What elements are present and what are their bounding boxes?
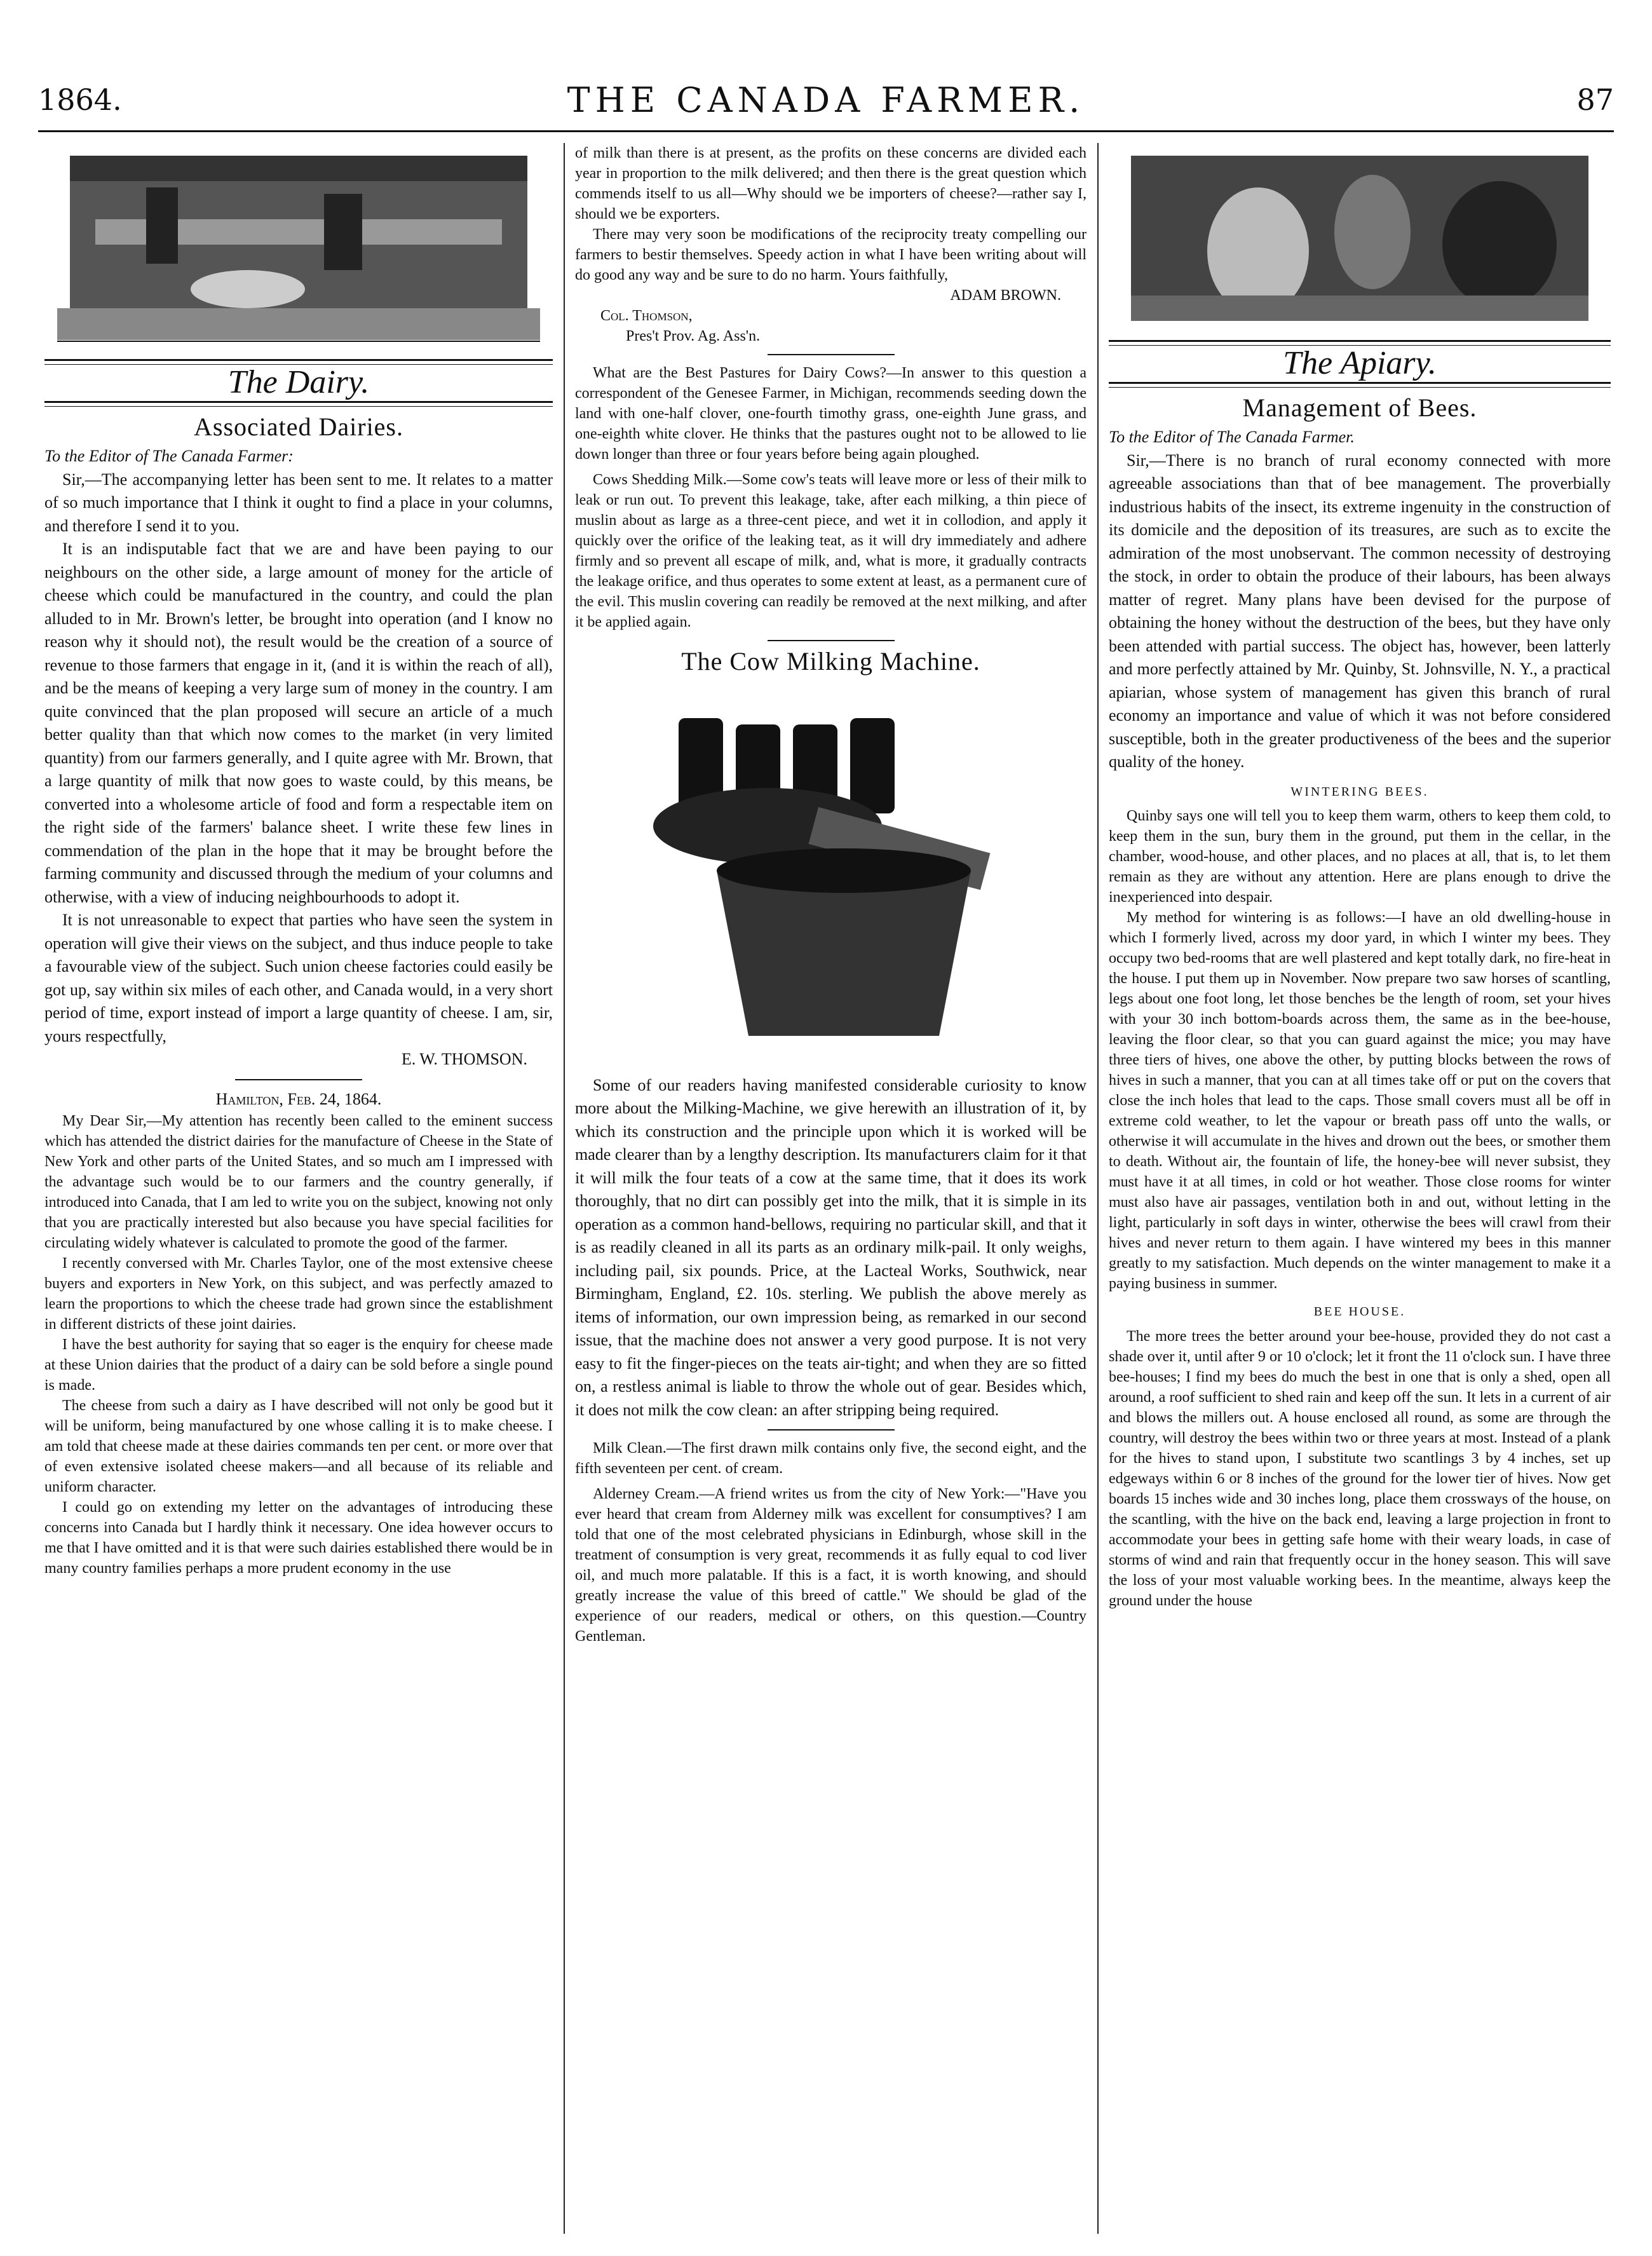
- column-middle: [575, 143, 1087, 2234]
- masthead-rule: [38, 130, 1614, 132]
- section-rule: [44, 401, 553, 407]
- paragraph: Cows Shedding Milk.—Some cow's teats will leave more or less of their milk to leak or run out. To prevent this leakage, take, after each milking, a thin piece of muslin about as large as a three-cent piece, and wet it in collodion, and apply it quickly over the orifice of the leaking teat, as it will dry immediately and adhere firmly and so prevent all escape of milk, and, what is more, it gradually contracts the leakage orifice, and thus operates to some extent at least, as a permanent cure of the evil. This muslin covering can readily be removed at the next milking, and after it be applied again.: [575, 472, 1087, 630]
- paragraph: It is an indisputable fact that we are and have been paying to our neighbours on the other side, a large amount of money for the article of cheese which could be manufactured in the country, and could the plan alluded to in Mr. Brown's letter, be brought into operation (and I know no reason why it should not), the result would be the creation of a source of revenue to those farmers that engage in it, (and it is within the reach of all), and be the means of keeping a very large sum of money in the country. I am quite convinced that the plan proposed will secure an article of a much better quality than that which now comes to the market (in very limited quantity) from our farmers generally, and I quite agree with Mr. Brown, that a large quantity of milk that now goes to waste could, by this means, be converted into a wholesome article of food and form a respectable item on the right side of the farmers' balance sheet. I write these few lines in commendation of the plan in the hope that it may be brought before the farming community and discussed through the medium of your columns and otherwise, with a view of inducing neighbourhoods to adopt it.: [44, 540, 553, 906]
- paragraph: Sir,—The accompanying letter has been sent to me. It relates to a matter of so much importance that I think it ought to find a place in your columns, and therefore I send it to you.: [44, 470, 553, 535]
- paragraph: Alderney Cream.—A friend writes us from the city of New York:—"Have you ever heard that cream from Alderney milk was excellent for consumptives? I am told that one of the most celebrated physicians in Edinburgh, whose skill in the treatment of consumption is very great, recommends it as fully equal to cod liver oil, and much more palatable. If this is a fact, it is worth knowing, and should greatly increase the value of this breed of cattle." We should be glad of the experience of our readers, medical or others, on this question.—Country Gentleman.: [575, 1486, 1087, 1645]
- section-title-apiary: The Apiary.: [1283, 345, 1437, 381]
- masthead: [38, 76, 1614, 127]
- paragraph: of milk than there is at present, as the profits on these concerns are divided each year in proportion to the milk delivered; and then there is the great question which commends itself to us all—Why should we be importers of cheese?—rather say I, should we be exporters.: [575, 145, 1087, 222]
- subheading: BEE HOUSE.: [1313, 1305, 1406, 1319]
- addressee: Col. Thomson,: [600, 308, 693, 324]
- paragraph: The more trees the better around your bee-house, provided they do not cast a shade over it, until after 9 or 10 o'clock; let it front the 11 o'clock sun. I have three bee-houses; I find my bees do much the best in one that is only a shed, open all around, a roof sufficient to shed rain and keep off the sun. It lets in a current of air and blows the millers out. A house enclosed all round, as some are through the country, will destroy the bees within two or three years at most. Instead of a plank for the hives to stand upon, I substitute two scantlings 3 by 4 inches, set up edgeways within 6 or 8 inches of the ground for the lower tier of hives. Now get boards 15 inches wide and 30 inches long, place them crossways of the house, on the scantling, with the hive on the back end, leaving a large projection in front to accommodate your bees in getting safe home with their weary loads, in case of storms of wind and rain that frequently occur in the honey season. This will save the loss of your most valuable working bees. In the meantime, always keep the ground under the house: [1109, 1328, 1611, 1609]
- paragraph: I recently conversed with Mr. Charles Taylor, one of the most extensive cheese buyers and exporters in New York, on this subject, and was perfectly amazed to learn the proportions to which the cheese trade had grown since the establishment in different districts of these joint dairies.: [44, 1255, 553, 1333]
- divider: [768, 354, 895, 355]
- addressee-title: Pres't Prov. Ag. Ass'n.: [626, 328, 761, 344]
- paragraph: The cheese from such a dairy as I have described will not only be good but it will be uniform, being manufactured by one whose calling it is to make cheese. I am told that cheese made at these dairies commands ten per cent. or more over that of even extensive isolated cheese makers—and all because of its reliable and uniform character.: [44, 1397, 553, 1495]
- article-heading: Management of Bees.: [1242, 393, 1477, 422]
- paragraph: Sir,—There is no branch of rural economy connected with more agreeable associations than that of bee management. The proverbially industrious habits of the insect, its extreme ingenuity in the construction of its domicile and the deposition of its treasures, are such as to excite the admiration of the most unobservant. The common necessity of destroying the stock, in order to obtain the produce of their labours, has been always matter of regret. Many plans have been devised for the purpose of obtaining the honey without the destruction of the bees, but they have only been attended with partial success. The object has, however, been latterly and more perfectly attained by Mr. Quinby, St. Johnsville, N. Y., a practical apiarian, whose system of management has given this branch of rural economy an importance and value of which it was not before considered susceptible, both in the greater productiveness of the bees and the superior quality of the honey.: [1109, 451, 1611, 771]
- letter-address: To the Editor of The Canada Farmer:: [44, 447, 294, 465]
- newspaper-title: THE CANADA FARMER.: [567, 80, 1085, 120]
- dairy-illustration: [57, 143, 540, 353]
- column-apiary: [1109, 143, 1611, 2234]
- article-heading: The Cow Milking Machine.: [681, 647, 980, 676]
- milking-machine-illustration: [640, 680, 1022, 1061]
- paragraph: It is not unreasonable to expect that parties who have seen the system in operation will give their views on the subject, and thus induce people to take a favourable view of the subject. Such union cheese factories could easily be got up, say within six miles of each other, and Canada would, in a very short period of time, export instead of import a large quantity of cheese. I am, sir, yours respectfully,: [44, 911, 553, 1045]
- article-heading: Associated Dairies.: [193, 412, 403, 441]
- column-rule-2: [1097, 143, 1099, 2234]
- paragraph: Quinby says one will tell you to keep them warm, others to keep them cold, to keep them in the sun, bury them in the ground, put them in the cellar, in the chamber, wood-house, and other places, and no places at all, that is, to let them remain as they are without any attention. Here are plans enough to drive the inexperienced into despair.: [1109, 808, 1611, 906]
- paragraph: Milk Clean.—The first drawn milk contains only five, the second eight, and the fifth seventeen per cent. of cream.: [575, 1440, 1087, 1477]
- paragraph: I could go on extending my letter on the advantages of introducing these concerns into Canada but I hardly think it necessary. One idea however occurs to me that I have omitted and it is that were such dairies established there would be in many country families perhaps a more prudent economy in the use: [44, 1499, 553, 1577]
- letter-address: To the Editor of The Canada Farmer.: [1109, 428, 1355, 446]
- paragraph: There may very soon be modifications of the reciprocity treaty compelling our farmers to bestir themselves. Speedy action in what I have been writing about will do good any way and be sure to do no harm. Yours faithfully,: [575, 226, 1087, 283]
- column-dairy: [44, 143, 553, 2234]
- paragraph: I have the best authority for saying that so eager is the enquiry for cheese made at these Union dairies that the product of a dairy can be sold before a single pound is made.: [44, 1336, 553, 1394]
- issue-year: 1864.: [38, 83, 122, 117]
- paragraph: Some of our readers having manifested considerable curiosity to know more about the Milking-Machine, we give herewith an illustration of it, by which its construction and the principle upon which it is worked will be made clearer than by a lengthy description. Its manufacturers claim for it that it will milk the four teats of a cow at the same time, that it does its work thoroughly, that no dirt can possibly get into the milk, that it is simple in its operation as a common hand-bellows, requiring no particular skill, and that it is as readily cleaned in all its parts as an ordinary milk-pail. It only weighs, including pail, six pounds. Price, at the Lacteal Works, Southwick, near Birmingham, England, £2. 10s. sterling. We publish the above merely as items of information, our own impression being, as remarked in our second issue, that the machine does not answer a very good purpose. It is not very easy to fit the finger-pieces on the teats air-tight; and when they are so fitted on, a restless animal is liable to throw the whole out of gear. Besides which, it does not milk the cow clean: an after stripping being required.: [575, 1075, 1087, 1419]
- paragraph: What are the Best Pastures for Dairy Cows?—In answer to this question a correspondent of the Genesee Farmer, in Michigan, recommends seeding down the land with one-half clover, one-fourth timothy grass, one-eighth June grass, and one-eighth white clover. He thinks that the pastures ought not to be allowed to lie down longer than three or four years before being again ploughed.: [575, 365, 1087, 463]
- signature: E. W. THOMSON.: [401, 1050, 527, 1068]
- paragraph: My method for wintering is as follows:—I have an old dwelling-house in which I formerly lived, across my door yard, in which I winter my bees. They occupy two bed-rooms that are well plastered and kept totally dark, no fire-heat in the house. I put them up in November. Now prepare two saw horses of scantling, legs about one foot long, let those benches be the length of room, set your hives with your 30 inch bottom-boards across them, the same as in the bee-house, leaving the floor clear, so that you can guard against the mice; you may have three tiers of hives, one above the other, by putting blocks between the rows of hives in such a manner, that you can at all times take off or put on the covers that close the inch holes that lead to the caps. Those small covers must all be off in extreme cold weather, to let the vapour or breath pass off unto the walls, or otherwise it will accumulate in the hives and drown out the bees, or smother them to death. Without air, the fountain of life, the honey-bee will never subsist, they must have it at all times, in cold or hot weather. Those close rooms for winter must also have air passages, ventilation both in and out, without letting in the light, particularly in soft days in winter, otherwise the bees will crawl from their hives and never return to them again. I have wintered my bees in this manner greatly to my satisfaction. Much depends on the winter management to make it a paying business in summer.: [1109, 909, 1611, 1292]
- divider: [235, 1079, 362, 1080]
- divider: [768, 640, 895, 641]
- column-rule-1: [564, 143, 565, 2234]
- section-title-dairy: The Dairy.: [227, 364, 370, 400]
- apiary-illustration: [1118, 143, 1601, 334]
- paragraph: My Dear Sir,—My attention has recently been called to the eminent success which has attended the district dairies for the manufacture of Cheese in the State of New York and other parts of the United States, and so much am I impressed with the advantage such would be to our farmers and the country generally, if introduced into Canada, that I am led to write you on the subject, knowing not only that you are practically interested but also because you have special facilities for circulating widely whatever is calculated to promote the good of the farmer.: [44, 1113, 553, 1251]
- section-rule: [1109, 382, 1611, 388]
- divider: [768, 1429, 895, 1430]
- subheading: WINTERING BEES.: [1290, 784, 1429, 799]
- dateline: Hamilton, Feb. 24, 1864.: [215, 1089, 382, 1108]
- signature: ADAM BROWN.: [950, 287, 1061, 304]
- page-number: 87: [1576, 83, 1614, 117]
